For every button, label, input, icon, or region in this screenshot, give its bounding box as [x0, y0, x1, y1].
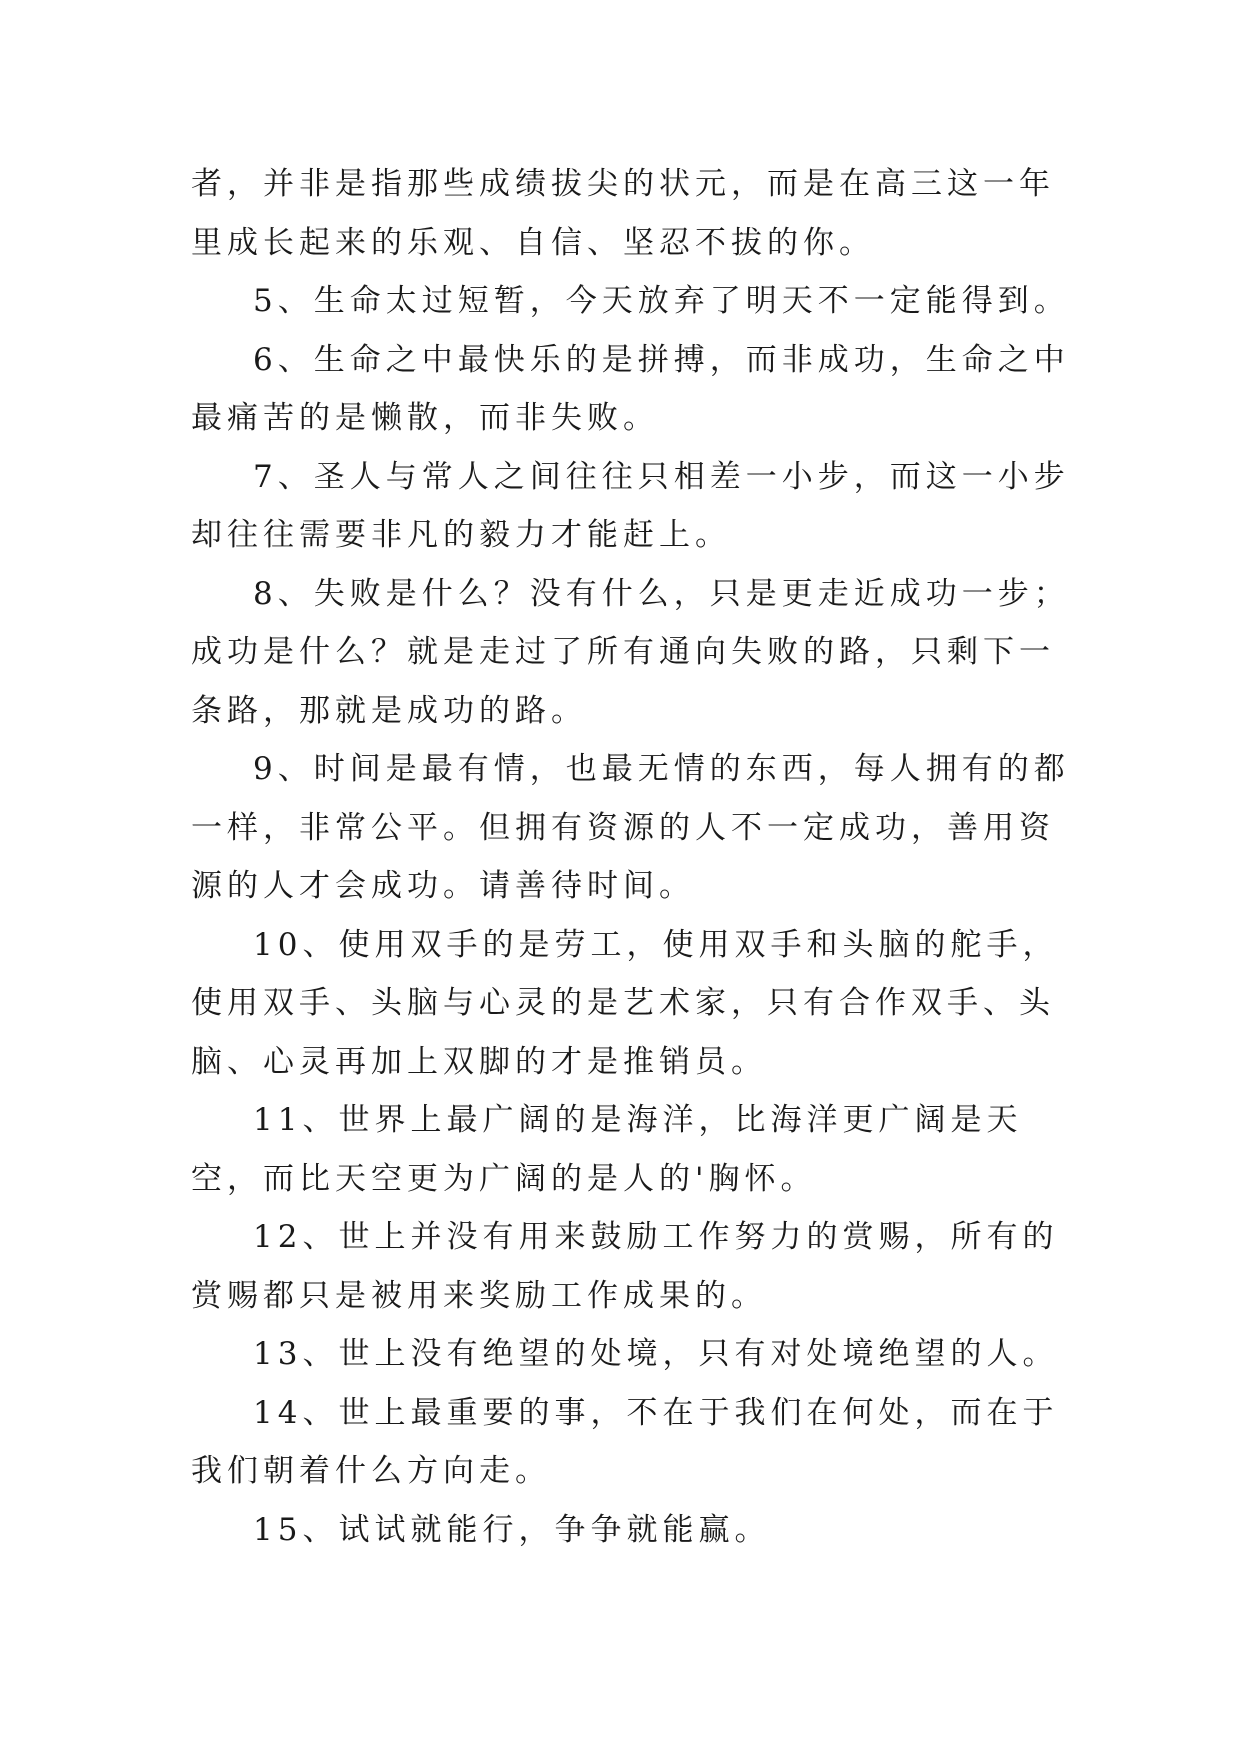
paragraph-item-11: 11、世界上最广阔的是海洋，比海洋更广阔是天空，而比天空更为广阔的是人的'胸怀。 — [191, 1102, 1023, 1197]
paragraph-item-7: 7、圣人与常人之间往往只相差一小步，而这一小步却往往需要非凡的毅力才能赶上。 — [191, 458, 1070, 553]
paragraph-item-8: 8、失败是什么？没有什么，只是更走近成功一步；成功是什么？就是走过了所有通向失败的路，只剩下一条路，那就是成功的路。 — [191, 575, 1070, 729]
document-body — [191, 155, 1071, 1559]
paragraph-item-14: 14、世上最重要的事，不在于我们在何处，而在于我们朝着什么方向走。 — [191, 1394, 1059, 1489]
paragraph-item-12: 12、世上并没有用来鼓励工作努力的赏赐，所有的赏赐都只是被用来奖励工作成果的。 — [191, 1219, 1059, 1314]
paragraph-item-5: 5、生命太过短暂，今天放弃了明天不一定能得到。 — [253, 283, 1070, 319]
paragraph-continuation: 者，并非是指那些成绩拔尖的状元，而是在高三这一年里成长起来的乐观、自信、坚忍不拔的你。 — [191, 166, 1055, 261]
paragraph-item-9: 9、时间是最有情，也最无情的东西，每人拥有的都一样，非常公平。但拥有资源的人不一定成功，善用资源的人才会成功。请善待时间。 — [191, 751, 1070, 904]
paragraph-item-10: 10、使用双手的是劳工，使用双手和头脑的舵手，使用双手、头脑与心灵的是艺术家，只有合作双手、头脑、心灵再加上双脚的才是推销员。 — [191, 926, 1059, 1080]
paragraph-item-15: 15、试试就能行，争争就能赢。 — [253, 1511, 771, 1548]
paragraph-item-6: 6、生命之中最快乐的是拼搏，而非成功，生命之中最痛苦的是懒散，而非失败。 — [191, 341, 1070, 436]
paragraph-item-13: 13、世上没有绝望的处境，只有对处境绝望的人。 — [253, 1336, 1059, 1372]
